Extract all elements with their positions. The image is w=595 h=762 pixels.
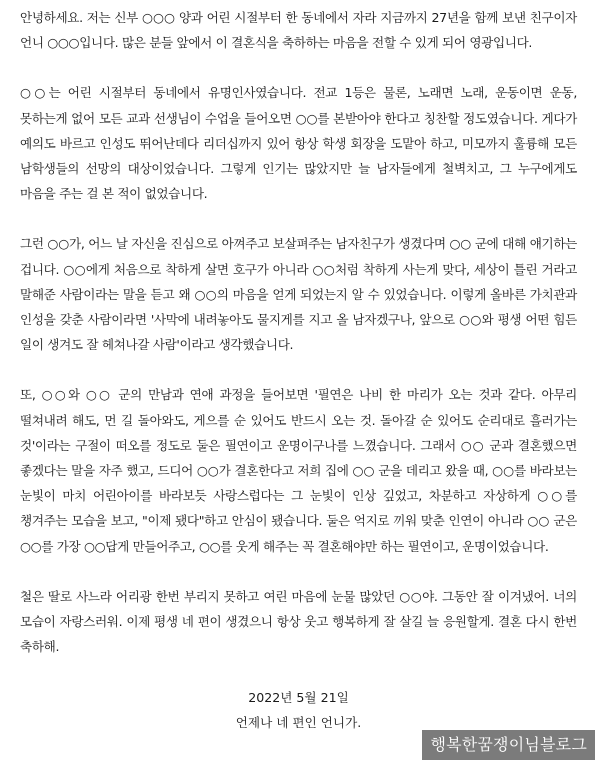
paragraph-gap — [20, 206, 577, 231]
paragraph-gap — [20, 55, 577, 80]
paragraph-gap — [20, 559, 577, 584]
paragraph-childhood: ○○는 어린 시절부터 동네에서 유명인사였습니다. 전교 1등은 물론, 노래면 노래, 운동이면 운동, 못하는게 없어 모든 교과 선생님이 수업을 들어오면 ○○를 본받아야 한다고 칭찬할 정도였습니다. 게다가 예의도 바르고 인성도 뛰어난데다 리더십까지 있어 항상 학생 회장을 도맡아 하고, 미모까지 훌륭해 모든 남학생들의 선망의 대상이었습니다. 그렇게 인기는 많았지만 늘 남자들에게 철벽치고, 그 누구에게도 마음을 주는 걸 본 적이 없었습니다. — [20, 85, 577, 202]
paragraph-gap — [20, 659, 577, 685]
letter-signature: 언제나 네 편인 언니가. — [235, 715, 362, 731]
paragraph-destiny: 또, ○○와 ○○ 군의 만남과 연애 과정을 들어보면 '필연은 나비 한 마리가 오는 것과 같다. 아무리 떨쳐내려 해도, 먼 길 돌아와도, 게으를 순 있어도 반드시 오는 것. 돌아갈 순 있어도 순리대로 흘러가는 것'이라는 구절이 떠오를 정도로 둘은 필연이고 운명이구나를 느꼈습니다. 그래서 ○○ 군과 결혼했으면 좋겠다는 말을 자주 했고, 드디어 ○○가 결혼한다고 저희 집에 ○○ 군을 데리고 왔을 때, ○○를 바라보는 눈빛이 마치 어린아이를 바라보듯 사랑스럽다는 그 눈빛이 인상 깊었고, 차분하고 자상하게 ○○를 챙겨주는 모습을 보고, "이제 됐다"하고 안심이 됐습니다. 둘은 억지로 끼워 맞춘 인연이 아니라 ○○ 군은 ○○를 가장 ○○답게 만들어주고, ○○를 웃게 해주는 꼭 결혼해야만 하는 필연이고, 운명이었습니다. — [20, 387, 577, 554]
paragraph-gap — [20, 357, 577, 382]
paragraph-greeting: 안녕하세요. 저는 신부 ○○○ 양과 어린 시절부터 한 동네에서 자라 지금까지 27년을 함께 보낸 친구이자 언니 ○○○입니다. 많은 분들 앞에서 이 결혼식을 축하하는 마음을 전할 수 있게 되어 영광입니다. — [20, 10, 577, 51]
blog-watermark: 행복한꿈쟁이님블로그 — [422, 730, 595, 760]
paragraph-closing: 철은 딸로 사느라 어리광 한번 부리지 못하고 여린 마음에 눈물 많았던 ○○야. 그동안 잘 이겨냈어. 너의 모습이 자랑스러워. 이제 평생 네 편이 생겼으니 항상 웃고 행복하게 잘 살길 늘 응원할게. 결혼 다시 한번 축하해. — [20, 588, 577, 655]
paragraph-boyfriend: 그런 ○○가, 어느 날 자신을 진심으로 아껴주고 보살펴주는 남자친구가 생겼다며 ○○ 군에 대해 얘기하는 겁니다. ○○에게 처음으로 착하게 살면 호구가 아니라 ○○처럼 착하게 사는게 맞다, 세상이 틀린 거라고 말해준 사람이라는 말을 듣고 왜 ○○의 마음을 얻게 되었는지 알 수 있었습니다. 이렇게 올바른 가치관과 인성을 갖춘 사람이라면 '사막에 내려놓아도 물지게를 지고 올 남자겠구나, 앞으로 ○○와 평생 어떤 힘든 일이 생겨도 잘 헤쳐나갈 사람'이라고 생각했습니다. — [20, 236, 577, 353]
letter-date: 2022년 5월 21일 — [248, 690, 349, 706]
